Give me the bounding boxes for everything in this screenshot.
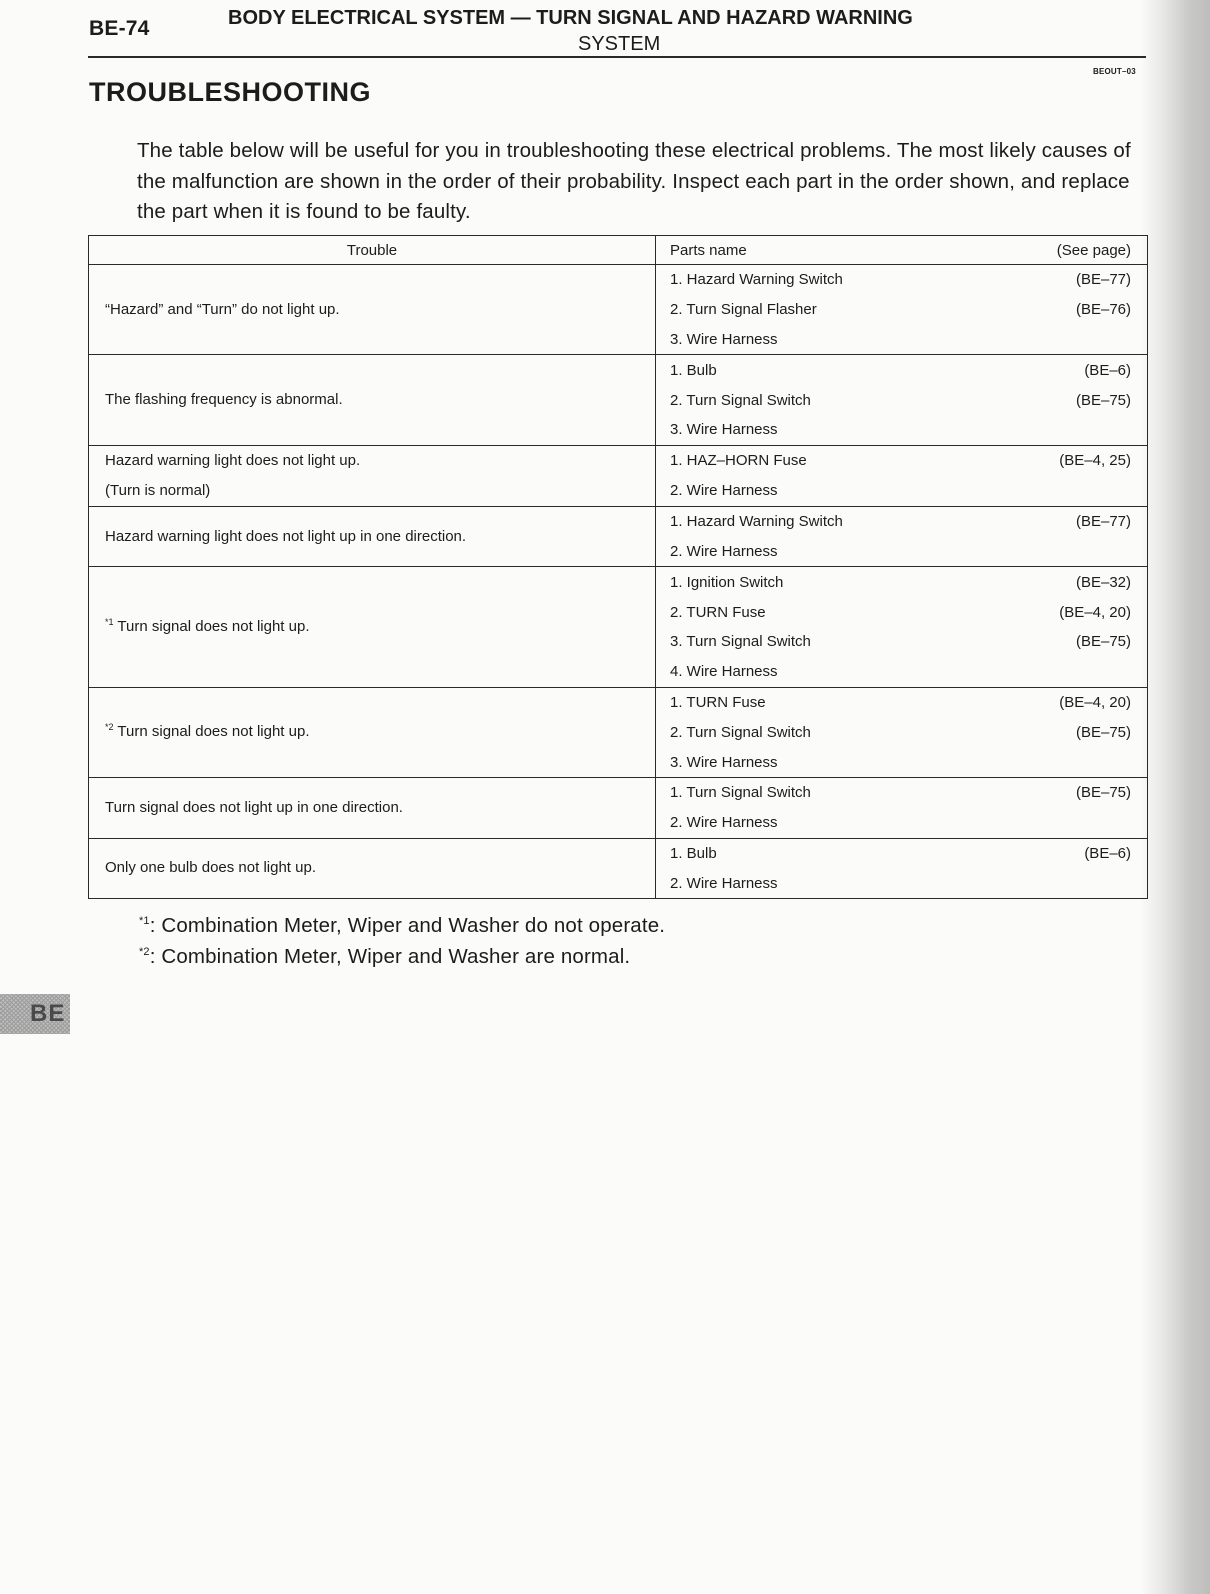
footnotes <box>139 910 665 972</box>
part-page-ref: (BE–77) <box>1075 513 1131 531</box>
intro-paragraph: The table below will be useful for you in troubleshooting these electrical problems. The most likely causes of the malfunction are shown in the order of their probability. Inspect each part in the order shown, and replace the part when it is found to be faulty. <box>137 139 1131 223</box>
part-page-ref: (BE–6) <box>1084 361 1131 379</box>
footnote-mark: *1 <box>105 616 114 627</box>
part-item <box>656 265 1147 295</box>
footnote-mark: *2 <box>139 946 150 959</box>
part-item <box>656 688 1147 718</box>
part-name: 3. Turn Signal Switch <box>670 633 811 651</box>
trouble-description: Turn signal does not light up. <box>117 723 310 741</box>
part-name: 1. Bulb <box>670 361 717 379</box>
part-item <box>656 446 1147 476</box>
trouble-cell <box>89 567 656 687</box>
header-parts <box>656 236 1148 265</box>
trouble-text <box>105 385 655 415</box>
troubleshooting-table <box>88 235 1148 899</box>
part-item <box>656 717 1147 747</box>
footnote-mark: *2 <box>105 722 114 733</box>
part-item <box>656 567 1147 597</box>
trouble-text <box>105 793 655 823</box>
header-title-line1: BODY ELECTRICAL SYSTEM — TURN SIGNAL AND HAZARD WARNING <box>228 7 913 29</box>
header-parts-name: Parts name <box>670 241 747 259</box>
part-item <box>656 325 1147 355</box>
table-row <box>89 445 1148 506</box>
section-tab-label: BE <box>30 1000 66 1027</box>
trouble-description: (Turn is normal) <box>105 481 211 499</box>
footnote-mark: *1 <box>139 915 150 928</box>
part-page-ref: (BE–4, 25) <box>1059 452 1131 470</box>
part-item <box>656 385 1147 415</box>
part-page-ref: (BE–32) <box>1075 573 1131 591</box>
parts-cell <box>656 687 1148 777</box>
trouble-description: The flashing frequency is abnormal. <box>105 391 343 409</box>
header-see-page: (See page) <box>1056 241 1131 259</box>
trouble-cell <box>89 838 656 899</box>
part-name: 2. TURN Fuse <box>670 603 766 621</box>
header-title-line2: SYSTEM <box>578 33 661 55</box>
part-item <box>656 507 1147 537</box>
part-item <box>656 415 1147 445</box>
table-header-row <box>89 236 1148 265</box>
parts-cell <box>656 838 1148 899</box>
page-number: BE-74 <box>89 17 150 40</box>
parts-cell <box>656 265 1148 355</box>
part-name: 1. Hazard Warning Switch <box>670 271 843 289</box>
part-item <box>656 778 1147 808</box>
part-name: 2. Turn Signal Switch <box>670 723 811 741</box>
part-item <box>656 295 1147 325</box>
table-row <box>89 777 1148 838</box>
part-item <box>656 476 1147 506</box>
table-row <box>89 265 1148 355</box>
trouble-description: “Hazard” and “Turn” do not light up. <box>105 300 340 318</box>
header-rule <box>88 56 1146 58</box>
part-name: 2. Turn Signal Flasher <box>670 301 817 319</box>
part-name: 2. Turn Signal Switch <box>670 391 811 409</box>
part-name: 1. TURN Fuse <box>670 693 766 711</box>
footnote-text: : Combination Meter, Wiper and Washer do not operate. <box>149 914 666 937</box>
trouble-cell <box>89 777 656 838</box>
part-name: 3. Wire Harness <box>670 421 778 439</box>
part-item <box>656 839 1147 869</box>
section-tab <box>0 994 70 1034</box>
part-name: 4. Wire Harness <box>670 663 778 681</box>
part-item <box>656 627 1147 657</box>
trouble-description: Hazard warning light does not light up in one direction. <box>105 527 467 545</box>
part-page-ref: (BE–75) <box>1075 784 1131 802</box>
trouble-description: Turn signal does not light up in one direction. <box>105 798 403 816</box>
trouble-text <box>105 522 655 552</box>
trouble-cell <box>89 445 656 506</box>
parts-cell <box>656 355 1148 445</box>
table-row <box>89 506 1148 567</box>
trouble-text <box>105 717 655 747</box>
parts-cell <box>656 445 1148 506</box>
document-code: BEOUT–03 <box>1093 67 1136 76</box>
parts-cell <box>656 506 1148 567</box>
part-name: 1. Ignition Switch <box>670 573 784 591</box>
part-name: 2. Wire Harness <box>670 874 778 892</box>
part-name: 2. Wire Harness <box>670 482 778 500</box>
part-page-ref: (BE–76) <box>1075 301 1131 319</box>
footnote-2 <box>139 941 665 972</box>
part-name: 2. Wire Harness <box>670 542 778 560</box>
parts-cell <box>656 777 1148 838</box>
part-item <box>656 537 1147 567</box>
part-name: 1. Bulb <box>670 844 717 862</box>
part-item <box>656 597 1147 627</box>
table-row <box>89 355 1148 445</box>
trouble-text <box>105 295 655 325</box>
footnote-1 <box>139 910 665 941</box>
part-item <box>656 808 1147 838</box>
part-page-ref: (BE–75) <box>1075 633 1131 651</box>
table-body <box>89 265 1148 899</box>
part-item <box>656 868 1147 898</box>
trouble-text <box>105 612 655 642</box>
part-page-ref: (BE–75) <box>1075 723 1131 741</box>
trouble-cell <box>89 265 656 355</box>
part-name: 1. HAZ–HORN Fuse <box>670 452 807 470</box>
trouble-description: Hazard warning light does not light up. <box>105 451 361 469</box>
running-header <box>228 5 1028 57</box>
parts-cell <box>656 567 1148 687</box>
part-name: 3. Wire Harness <box>670 753 778 771</box>
part-item <box>656 355 1147 385</box>
trouble-description: Only one bulb does not light up. <box>105 859 316 877</box>
trouble-cell <box>89 687 656 777</box>
part-page-ref: (BE–77) <box>1075 271 1131 289</box>
part-item <box>656 657 1147 687</box>
part-name: 2. Wire Harness <box>670 814 778 832</box>
part-name: 1. Turn Signal Switch <box>670 784 811 802</box>
section-title: TROUBLESHOOTING <box>89 77 371 107</box>
header-trouble: Trouble <box>89 236 656 265</box>
trouble-text <box>105 446 655 476</box>
trouble-text <box>105 476 655 506</box>
part-page-ref: (BE–4, 20) <box>1059 693 1131 711</box>
trouble-cell <box>89 506 656 567</box>
footnote-text: : Combination Meter, Wiper and Washer are normal. <box>149 945 631 968</box>
part-item <box>656 747 1147 777</box>
table-row <box>89 567 1148 687</box>
page-edge-shadow <box>1140 0 1210 1594</box>
trouble-description: Turn signal does not light up. <box>117 617 310 635</box>
part-page-ref: (BE–4, 20) <box>1059 603 1131 621</box>
part-page-ref: (BE–75) <box>1075 391 1131 409</box>
table-row <box>89 687 1148 777</box>
trouble-text <box>105 853 655 883</box>
part-name: 1. Hazard Warning Switch <box>670 513 843 531</box>
part-name: 3. Wire Harness <box>670 330 778 348</box>
trouble-cell <box>89 355 656 445</box>
part-page-ref: (BE–6) <box>1084 844 1131 862</box>
table-row <box>89 838 1148 899</box>
